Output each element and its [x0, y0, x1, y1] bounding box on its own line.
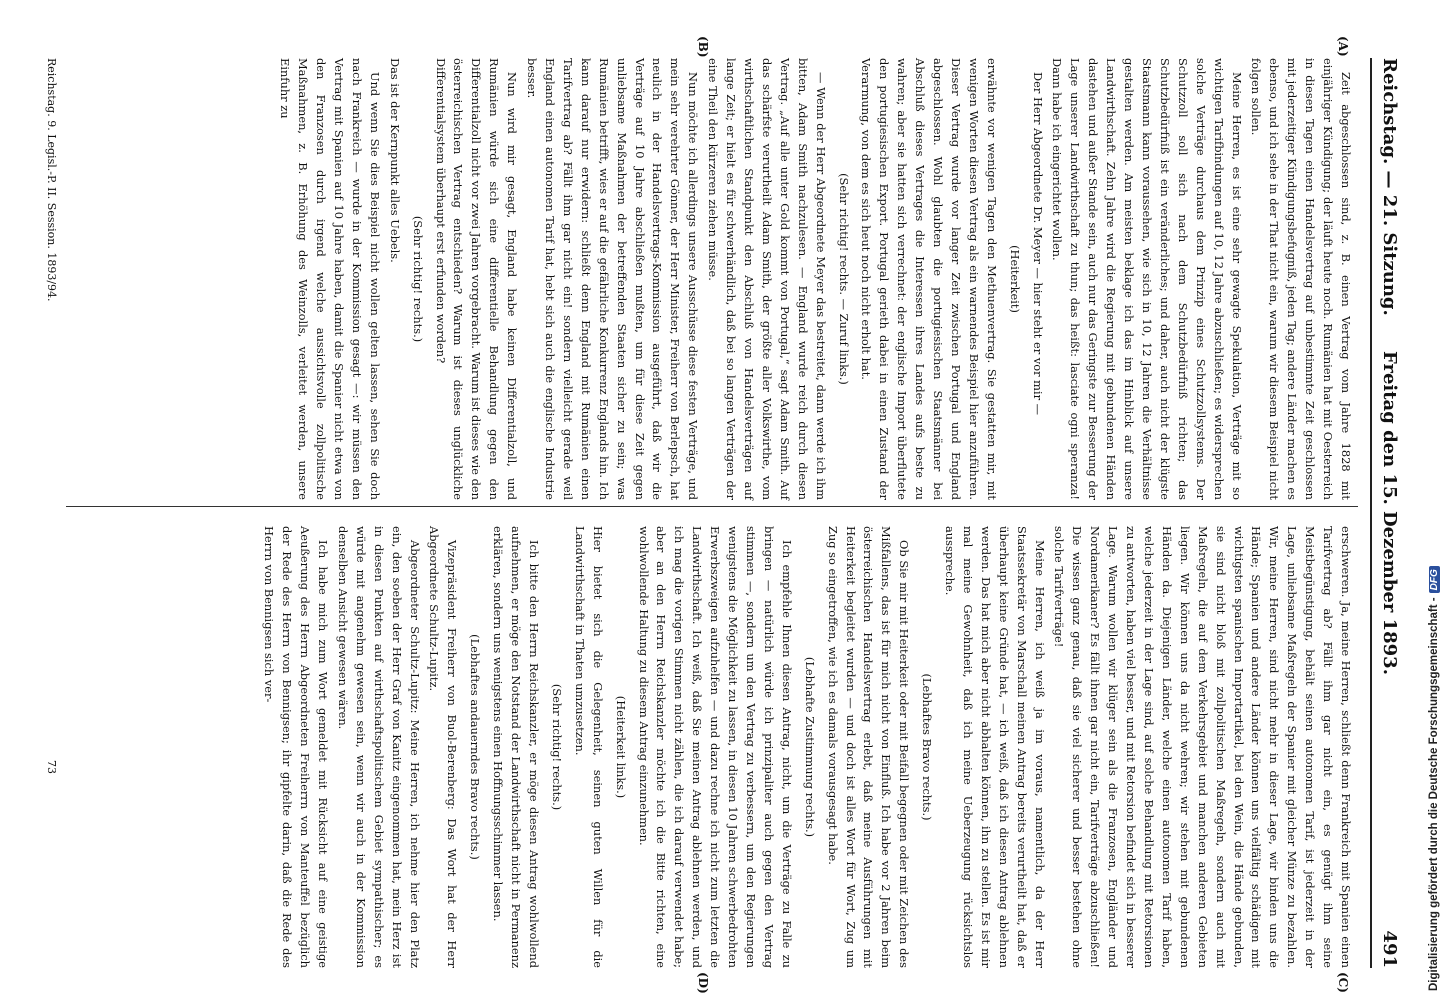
paragraph: Ob Sie mir mit Heiterkeit oder mit Beifall begegnen oder mit Zeichen des Mißfallens, das ist für mich nicht von Einfluß. Ich habe vor 2 Jahren beim österreichischen Handelsvertrag erlebt, daß meine Ausführungen mit Heiterkeit begleitet wurden — und doch ist alles Wort für Wort, Zug um Zug so eingetroffen, wie ich es damals vorausgesagt habe.	[825, 526, 912, 968]
stage-direction: (Sehr richtig! rechts. — Zuruf links.)	[836, 173, 851, 385]
margin-mark-b: (B)	[696, 36, 710, 58]
paragraph: Ich bitte den Herrn Reichskanzler, er möge diesen Antrag wohlwollend aufnehmen, er möge den Notstand der Landwirthschaft nicht in Permanenz erklären, sondern uns wenigstens einen Hoffnungsschimmer lassen.	[491, 526, 542, 968]
paragraph: Ich empfehle Ihnen diesen Antrag, nicht, um die Verträge zu Falle zu bringen — natürlich würde ich prinzipaliter auch gegen den Vertrag stimmen —, sondern um den Vertrag zu verbessern, um den Regierungen wenigstens die Möglichkeit zu lassen, in diesen 10 Jahren schwerbedrohten Erwerbszweigen aufzuhelfen — und dazu rechne ich nicht zum letzten die Landwirthschaft. Ich weiß, daß Sie meinen Antrag ablehnen werden, und ich mag die vorigen Stimmen nicht zählen, die ich darauf verwendet habe; aber an den Herrn Reichskanzler möchte ich die Bitte richten, eine wohlwollende Haltung zu diesem Antrag einzunehmen.	[636, 526, 794, 968]
stage-direction: (Heiterkeit links.)	[613, 695, 628, 799]
signature-mark: 73	[45, 760, 58, 774]
paragraph: Zeit abgeschlossen sind, z. B. einen Vertrag vom Jahre 1828 mit einjähriger Kündigung; der läuft heute noch. Rumänien hat mit Oesterreich in diesen Tagen einen Handelsvertrag auf unbestimmte Zeit geschlossen mit jederzeitiger Kündigungsbefugniß, jeden Tag; andere Länder machen es ebenso, und ich sehe in der That nicht ein, warum wir diesem Beispiel nicht folgen sollen.	[1249, 58, 1353, 500]
running-header	[1374, 58, 1400, 968]
stage-direction: (Sehr richtig! rechts.)	[410, 215, 425, 343]
stage-direction: (Lebhaftes andauerndes Bravo rechts.)	[468, 634, 483, 860]
paragraph: Nun möchte ich allerdings unsere Ausschüsse diese festen Verträge, und mein sehr verehrter Gönner, der Herr Minister, Freiherr von Berlepsch, hat neulich in der Handelsvertrags-Kommission ausgeführt, daß wir die Verträge auf 10 Jahre abschließen mußten, um für diese Zeit gegen unliebsame Maßnahmen der betreffenden Staaten sicher zu sein; was Rumänien betrifft, wies er auf die gefährliche Konkurrenz Englands hin. Ich kann darauf nur erwidern: schließt denn England mit Rumänien einen Tarifvertrag ab? Fällt ihm gar nicht ein! sondern vielleicht gerade weil England einen autonomen Tarif hat, hebt sich auch die englische Industrie besser.	[525, 58, 701, 500]
paragraph: Und wenn Sie dies Beispiel nicht wollen gelten lassen, sehen Sie doch nach Frankreich — wurde in der Kommission gesagt —: wir müssen den Vertrag mit Spanien auf 10 Jahre haben, damit die Spanier nicht etwa von den Franzosen durch irgend welche aussichtsvolle zollpolitische Maßnahmen, z. B. Erhöhung des Weinzolls, verleitet werden, unsere Einfuhr zu	[278, 58, 382, 500]
left-column	[68, 58, 1354, 500]
footer-citation: Reichstag. 9. Legisl.-P. II. Session. 1893/94.	[45, 58, 58, 302]
paragraph: erwähnte vor wenigen Tagen den Methuenvertrag. Sie gestatten mir, mit wenigen Worten diesen Vertrag als ein warnendes Beispiel hier anzuführen. Dieser Vertrag wurde vor langer Zeit zwischen Portugal und England abgeschlossen. Wohl glaubten die portugiesischen Staatsmänner bei Abschluß dieses Vertrages die Interessen ihres Landes aufs beste zu wahren; aber sie hatten sich verrechnet: der englische Import überflutete den portugiesischen Export. Portugal gerieth dabei in einen Zustand der Verarmung, von dem es sich heut noch nicht erholt hat.	[859, 58, 999, 500]
dfg-credit-text: Digitalisierung gefördert durch die Deutsche Forschungsgemeinschaft -	[1428, 597, 1440, 991]
stage-direction: (Heiterkeit)	[1007, 245, 1022, 313]
paragraph: Das ist der Kernpunkt alles Uebels.	[387, 58, 402, 263]
column-divider	[66, 506, 1358, 507]
stage-direction: (Lebhafte Zustimmung rechts.)	[802, 656, 817, 838]
paragraph: Vizepräsident Freiherr von Buol-Berenberg: Das Wort hat der Herr Abgeordnete Schultz-Lupitz.	[427, 526, 460, 968]
paragraph: — Wenn der Herr Abgeordnete Meyer das bestreitet, dann werde ich ihm bitten, Adam Smith nachzulesen. — England wurde reich durch diesen Vertrag. „Auf alle unter Gold kommt von Portugal,“ sagt Adam Smith. Auf das schärfste verurtheilt Adam Smith, der größte aller Volkswirthe, vom wirthschaftlichen Standpunkt den Abschluß von Handelsverträgen auf lange Zeit; er hielt es für schwerhändlich, daß bei so langen Verträgen der eine Theil den kürzeren ziehen müsse.	[706, 58, 828, 500]
page-number: 491	[1379, 930, 1400, 968]
paragraph: Ich habe mich zum Wort gemeldet mit Rücksicht auf eine geistige Aeußerung des Herrn Abgeordneten Freiherrn von Manteuffel bezüglich der Rede des Herrn von Bennigsen; ihr gipfelte darin, daß die Rede des Herrn von Bennigsen sich ver-	[262, 526, 331, 968]
margin-mark-c: (C)	[1336, 972, 1350, 993]
stage-direction: (Lebhaftes Bravo rechts.)	[920, 673, 935, 821]
paragraph: Nun wird mir gesagt, England habe keinen Differentialzoll, und Rumänien würde sich eine differentielle Behandlung gegen den Differentialzoll nicht vor zwei Jahren vorgebracht. Warum ist dieses wie den österreichischen Vertrag entschieden? Warum ist dieses unglückliche Differentialsystem überhaupt erst erfunden worden?	[433, 58, 520, 500]
digitization-sidebar	[1410, 0, 1440, 1000]
paragraph: erschweren. Ja, meine Herren, schließt denn Frankreich mit Spanien einen Tarifvertrag ab? Fällt ihm gar nicht ein, es genügt ihm seine Meistbegünstigung, behält seinen autonomen Tarif, ist jederzeit in der Lage, unliebsame Maßregeln der Spanier mit gleicher Münze zu bezahlen. Wir, meine Herren, sind nicht mehr in dieser Lage, wir binden uns die Hände; Spanien und andere Länder können uns vielfältig schädigen mit wichtigsten spanischen Importartikel, bei den Wein, die Hände gebunden, sie sind nicht bloß mit zollpolitischen Maßregeln, sondern auch mit Maßregeln, die auf dem Verkehrsgebiet und manchen anderen Gebieten liegen. Wir können uns da nicht wehren; wir stehen mit gebundenen Händen da. Diejenigen Länder, welche einen autonomen Tarif haben, welche jederzeit in der Lage sind, auf solche Behandlung mit Retorsionen zu antworten, haben viel besser, und mit Retorsion befindet sich in besserer Lage. Warum wollen wir klüger sein als die Franzosen, Engländer und Nordamerikaner? Es fällt ihnen gar nicht ein, Tarifverträge abzuschließen! Die wissen ganz genau, daß sie viel sicherer und besser bestehen ohne solche Tarifverträge!	[1052, 526, 1353, 968]
paragraph: Meine Herren, ich weiß ja im voraus, namentlich, da der Herr Staatssekretär von Marschall meinen Antrag bereits verurtheilt hat, daß er überhaupt keine Gründe hat, — ich weiß, daß ich diesen Antrag ablehnen werden. Das hat mich aber nicht abhalten können, ihn zu stellen. Es ist mir mal meine Gewohnheit, daß ich meine Ueberzeugung rücksichtslos ausspreche.	[943, 526, 1047, 968]
margin-mark-d: (D)	[696, 972, 710, 994]
paragraph: Meine Herren, es ist eine sehr gewagte Spekulation, Verträge mit so wichtigen Tarifbindungen auf 10, 12 Jahre abzuschließen; es widersprechen solche Verträge durchaus dem Prinzip eines Schutzzollsystems. Der Schutzzoll soll sich nach dem Schutzbedürfniß richten; das Schutzbedürfniß ist ein veränderliches; und daher, auch nicht der klügste Staatsmann kann voraussehen, wie sich in 10, 12 Jahren die Verhältnisse gestalten werden. Am meisten beklage ich das im Hinblick auf unsere Landwirthschaft. Zehn Jahre wird die Regierung mit gebundenen Händen dastehen und außer Stande sein, auch nur das Geringste zur Besserung der Lage unserer Landwirthschaft zu thun; das heißt: lasciate ogni speranza! Dann habe ich eingerichtet wollen.	[1050, 58, 1244, 500]
header-rule	[1370, 58, 1372, 968]
paragraph: Der Herr Abgeordnete Dr. Meyer — hier steht er vor mir —	[1030, 72, 1045, 416]
stage-direction: (Sehr richtig! rechts.)	[549, 683, 564, 811]
dfg-logo: DFG	[1429, 566, 1440, 593]
dfg-credit	[1428, 1, 1440, 991]
paragraph: Hier bietet sich die Gelegenheit, seinen guten Willen für die Landwirthschaft in Thaten umzusetzen.	[572, 526, 605, 968]
paragraph: Abgeordneter Schultz-Lupitz: Meine Herren, ich nehme hier den Platz ein, den soeben der Herr Graf von Kanitz eingenommen hat, mein Herz ist in diesen Punkten auf wirthschaftspolitischem Gebiet sympathischer; es würde mit angenehm gewesen sein, wenn wir auch in der Kommission denselben Ansicht gewesen wären.	[335, 526, 422, 968]
right-column	[68, 526, 1354, 968]
margin-mark-a: (A)	[1336, 36, 1350, 57]
header-date: Freitag den 15. Dezember 1893.	[1379, 351, 1400, 675]
header-left: Reichstag. — 21. Sitzung.	[1379, 58, 1400, 316]
